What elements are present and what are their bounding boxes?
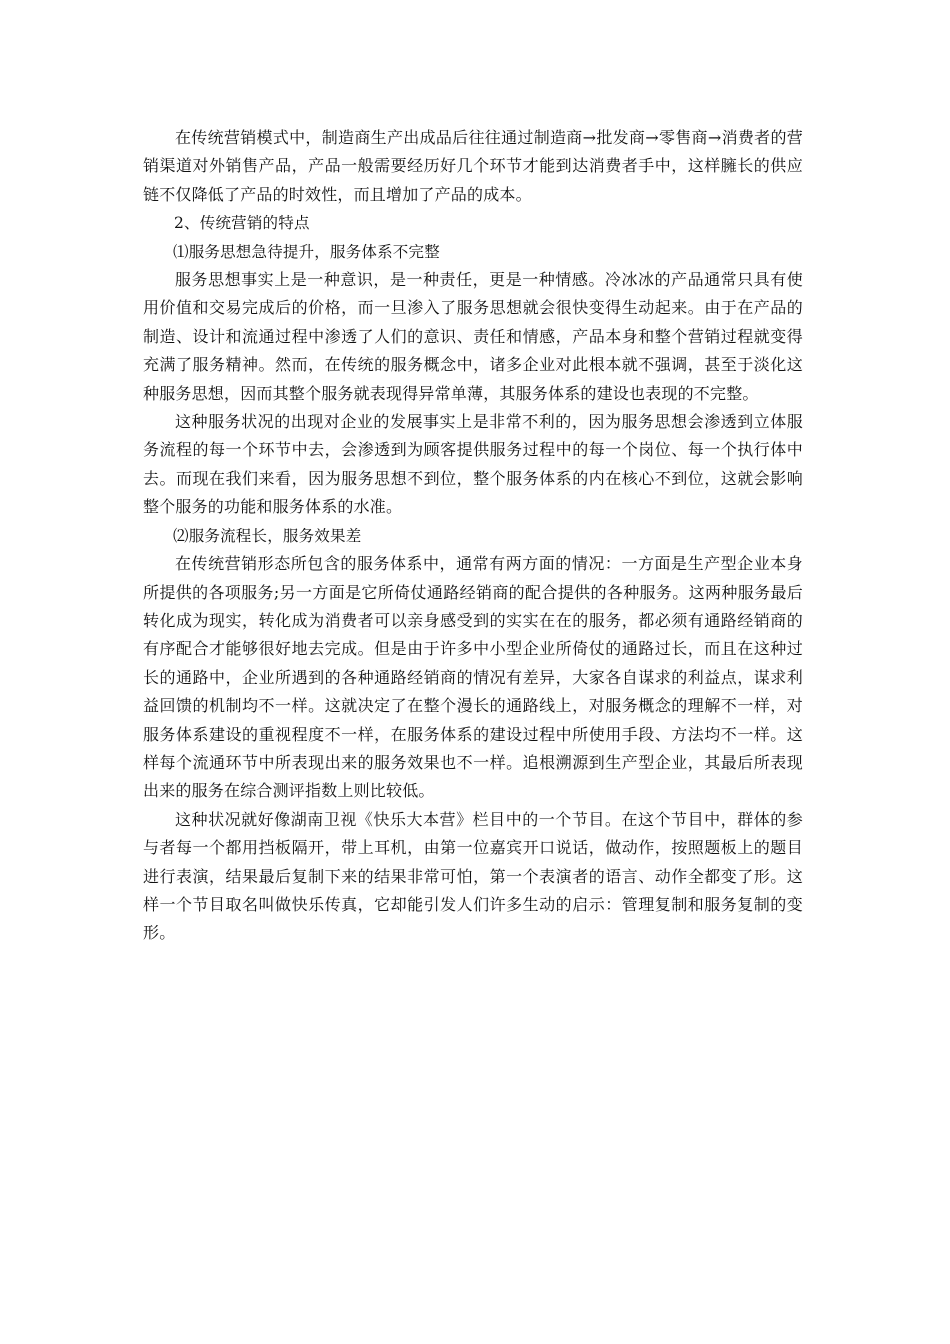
document-body	[143, 124, 803, 948]
subheading-1: ⑴服务思想急待提升，服务体系不完整	[173, 242, 440, 261]
paragraph-example: 这种状况就好像湖南卫视《快乐大本营》栏目中的一个节目。在这个节目中，群体的参与者每一个都用挡板隔开，带上耳机，由第一位嘉宾开口说话，做动作，按照题板上的题目进行表演，结果最后复制下来的结果非常可怕，第一个表演者的语言、动作全都变了形。这样一个节目取名叫做快乐传真，它却能引发人们许多生动的启示：管理复制和服务复制的变形。	[143, 809, 803, 943]
paragraph-intro: 在传统营销模式中，制造商生产出成品后往往通过制造商→批发商→零售商→消费者的营销渠道对外销售产品，产品一般需要经历好几个环节才能到达消费者手中，这样臃长的供应链不仅降低了产品的时效性，而且增加了产品的成本。	[143, 128, 803, 204]
section-heading: 2、传统营销的特点	[174, 214, 310, 233]
paragraph-service-process: 在传统营销形态所包含的服务体系中，通常有两方面的情况：一方面是生产型企业本身所提供的各项服务;另一方面是它所倚仗通路经销商的配合提供的各种服务。这两种服务最后转化成为现实，转化成为消费者可以亲身感受到的实实在在的服务，都必须有通路经销商的有序配合才能够很好地去完成。但是由于许多中小型企业所倚仗的通路过长，而且在这种过长的通路中，企业所遇到的各种通路经销商的情况有差异，大家各自谋求的利益点，谋求利益回馈的机制均不一样。这就决定了在整个漫长的通路线上，对服务概念的理解不一样，对服务体系建设的重视程度不一样，在服务体系的建设过程中所使用手段、方法均不一样。这样每个流通环节中所表现出来的服务效果也不一样。追根溯源到生产型企业，其最后所表现出来的服务在综合测评指数上则比较低。	[143, 554, 803, 801]
paragraph-service-status: 这种服务状况的出现对企业的发展事实上是非常不利的，因为服务思想会渗透到立体服务流程的每一个环节中去，会渗透到为顾客提供服务过程中的每一个岗位、每一个执行体中去。而现在我们来看，因为服务思想不到位，整个服务体系的内在核心不到位，这就会影响整个服务的功能和服务体系的水准。	[143, 412, 803, 517]
subheading-2: ⑵服务流程长，服务效果差	[173, 526, 362, 545]
paragraph-service-thought: 服务思想事实上是一种意识，是一种责任，更是一种情感。冷冰冰的产品通常只具有使用价值和交易完成后的价格，而一旦渗入了服务思想就会很快变得生动起来。由于在产品的制造、设计和流通过程中渗透了人们的意识、责任和情感，产品本身和整个营销过程就变得充满了服务精神。然而，在传统的服务概念中，诸多企业对此根本就不强调，甚至于淡化这种服务思想，因而其整个服务就表现得异常单薄，其服务体系的建设也表现的不完整。	[143, 270, 803, 403]
